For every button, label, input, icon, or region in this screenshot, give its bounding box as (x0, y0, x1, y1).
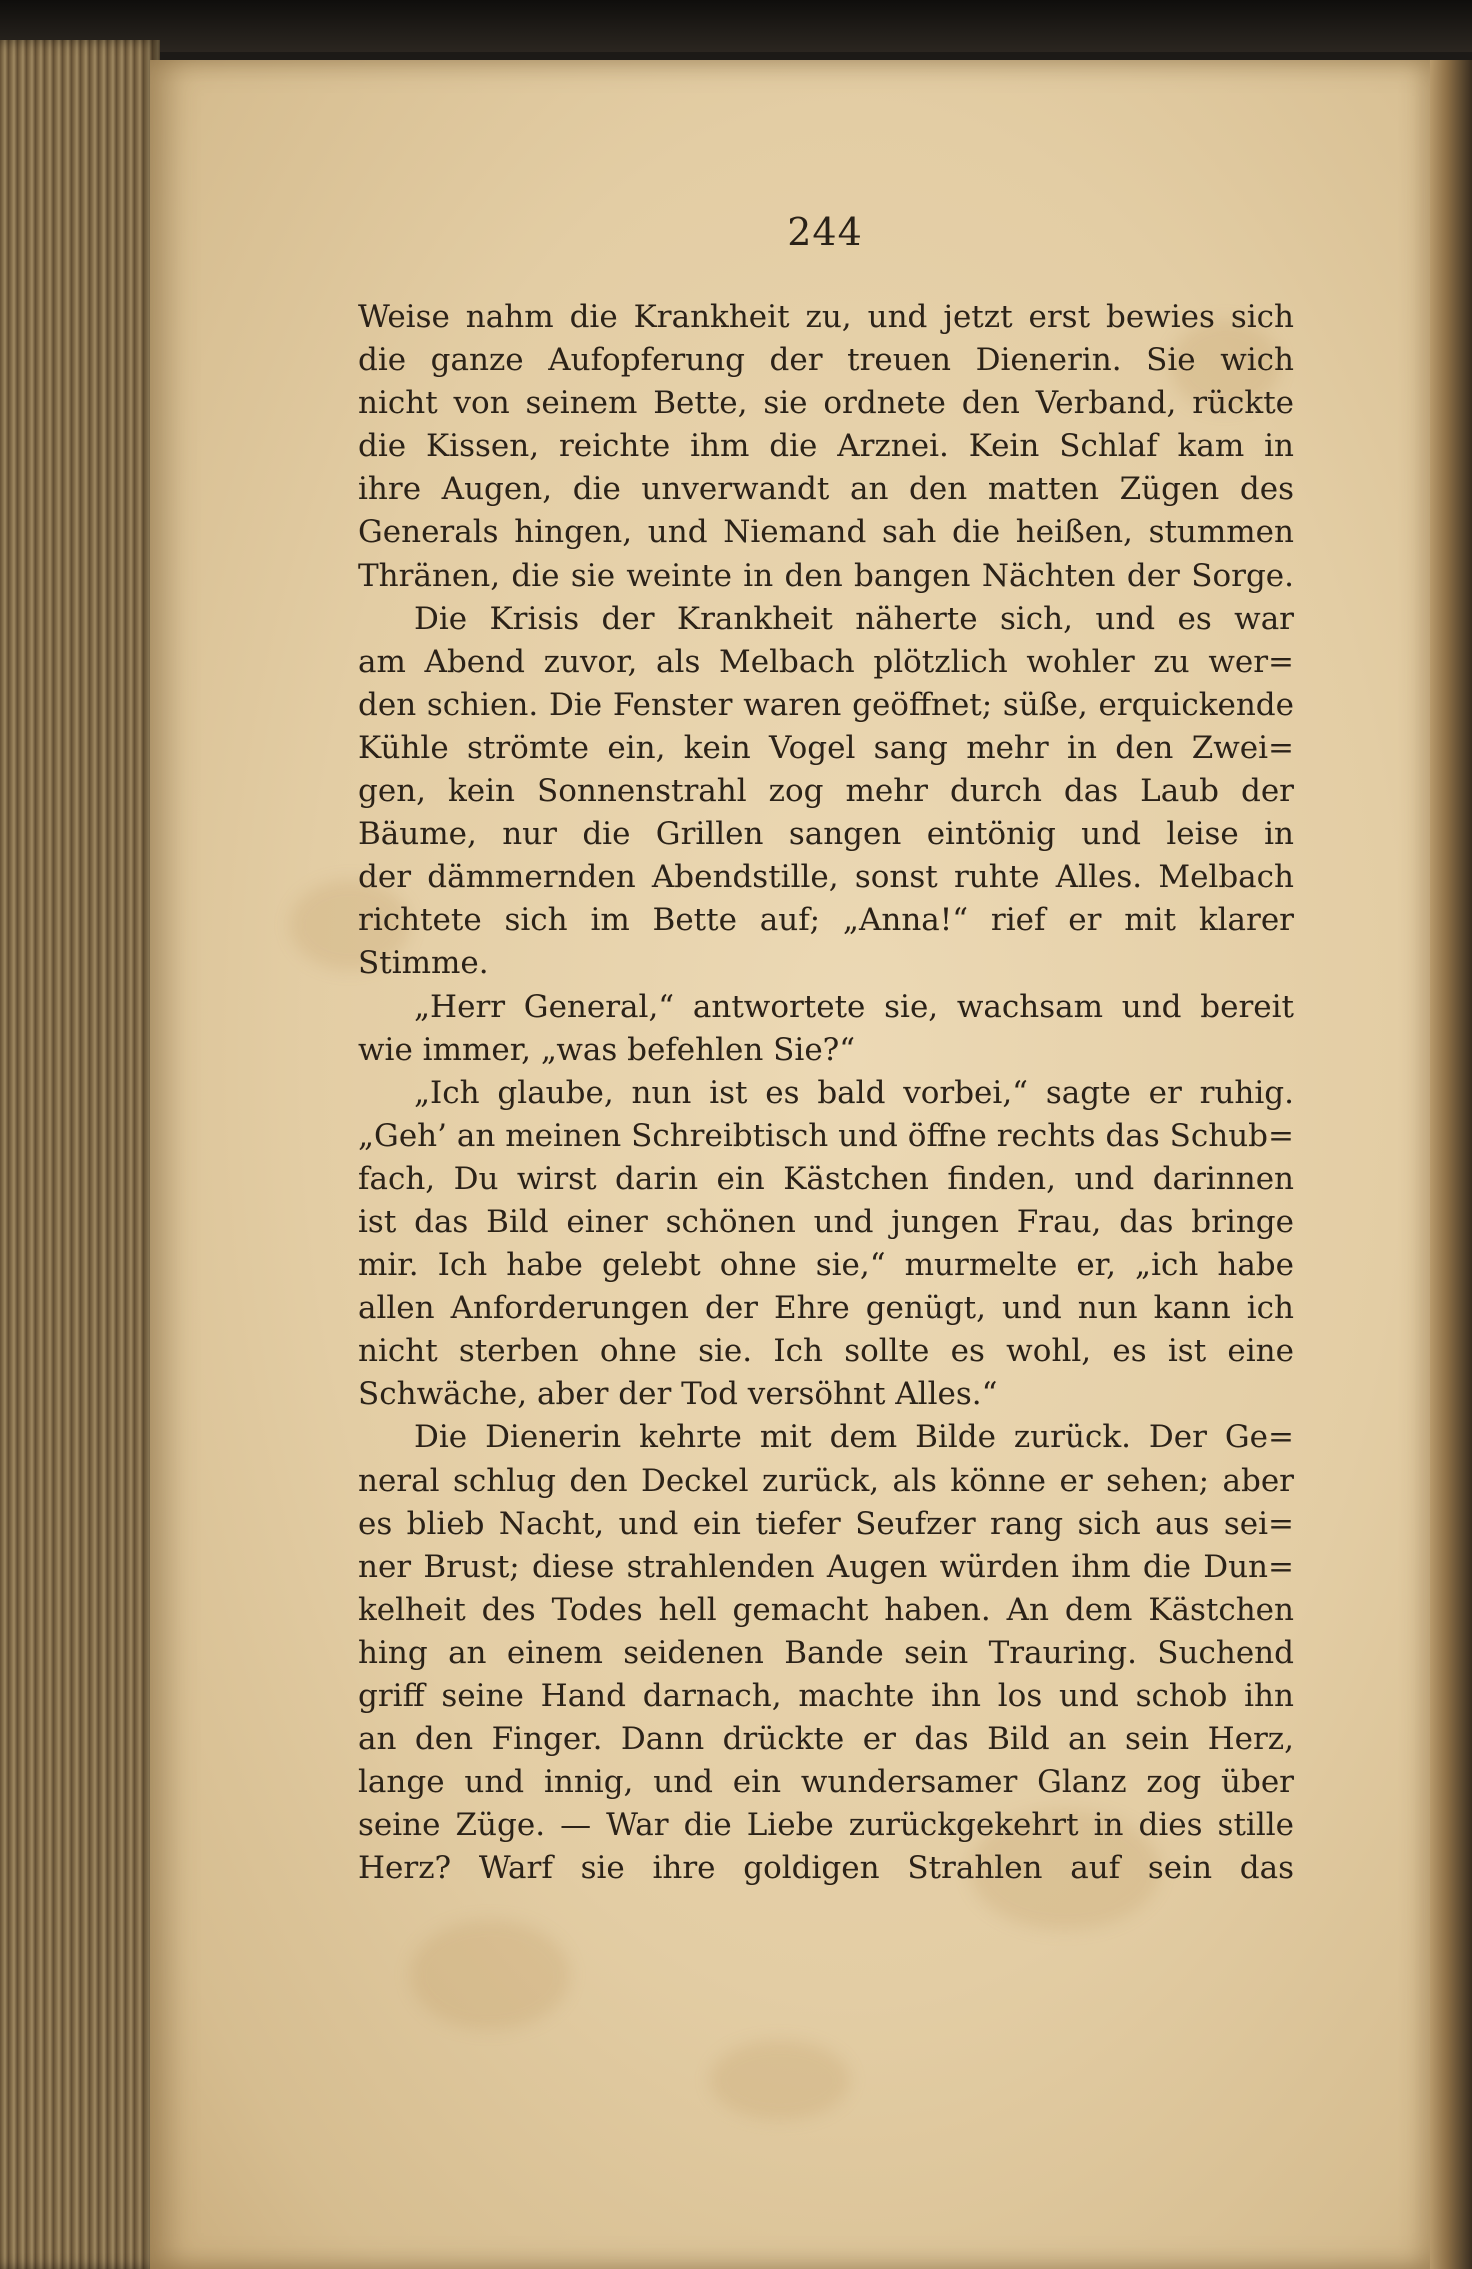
text-line: nicht sterben ohne sie. Ich sollte es wohl, es ist eine (358, 1333, 1294, 1370)
page-block-left (0, 40, 160, 2269)
text-line: Die Dienerin kehrte mit dem Bilde zurück. Der Ge= (414, 1419, 1294, 1456)
text-line: seine Züge. — War die Liebe zurückgekehrt in dies stille (358, 1807, 1294, 1844)
text-line: mir. Ich habe gelebt ohne sie,“ murmelte er, „ich habe (358, 1247, 1294, 1284)
text-line: nicht von seinem Bette, sie ordnete den Verband, rückte (358, 385, 1294, 422)
text-line: lange und innig, und ein wundersamer Glanz zog über (358, 1764, 1294, 1801)
text-line: hing an einem seidenen Bande sein Trauring. Suchend (358, 1634, 1294, 1671)
text-line: Generals hingen, und Niemand sah die heißen, stummen (358, 514, 1294, 551)
text-line: Kühle strömte ein, kein Vogel sang mehr in den Zwei= (358, 729, 1294, 766)
text-line: „Herr General,“ antwortete sie, wachsam und bereit (414, 988, 1294, 1025)
text-line: neral schlug den Deckel zurück, als könne er sehen; aber (358, 1462, 1294, 1499)
text-line: Weise nahm die Krankheit zu, und jetzt erst bewies sich (358, 299, 1294, 335)
paper-stain (410, 1920, 570, 2030)
text-line: gen, kein Sonnenstrahl zog mehr durch das Laub der (358, 773, 1294, 810)
text-line: an den Finger. Dann drückte er das Bild an sein Herz, (358, 1721, 1294, 1758)
page-block-right (1430, 60, 1472, 2269)
text-line: allen Anforderungen der Ehre genügt, und nun kann ich (358, 1290, 1294, 1327)
text-line: ihre Augen, die unverwandt an den matten Zügen des (358, 471, 1294, 508)
text-line: „Geh’ an meinen Schreibtisch und öffne rechts das Schub= (358, 1117, 1294, 1154)
text-line: kelheit des Todes hell gemacht haben. An dem Kästchen (358, 1591, 1294, 1628)
text-line: Thränen, die sie weinte in den bangen Nächten der Sorge. (358, 557, 1294, 594)
text-line: den schien. Die Fenster waren geöffnet; süße, erquickende (358, 686, 1294, 723)
text-line: ist das Bild einer schönen und jungen Frau, das bringe (358, 1203, 1294, 1240)
text-line: der dämmernden Abendstille, sonst ruhte Alles. Melbach (358, 859, 1294, 896)
page-number: 244 (787, 210, 863, 254)
text-line: es blieb Nacht, und ein tiefer Seufzer rang sich aus sei= (358, 1505, 1294, 1542)
text-line: Schwäche, aber der Tod versöhnt Alles.“ (358, 1376, 998, 1413)
text-line: am Abend zuvor, als Melbach plötzlich wohler zu wer= (358, 643, 1294, 680)
text-line: ner Brust; diese strahlenden Augen würden ihm die Dun= (358, 1548, 1294, 1585)
text-line: „Ich glaube, nun ist es bald vorbei,“ sagte er ruhig. (414, 1074, 1294, 1111)
text-line: richtete sich im Bette auf; „Anna!“ rief er mit klarer (358, 902, 1294, 939)
text-line: fach, Du wirst darin ein Kästchen finden, und darinnen (358, 1160, 1294, 1197)
paper-stain (710, 2040, 850, 2120)
book-top-edge (0, 0, 1472, 52)
body-text (358, 296, 1294, 1890)
text-line: griff seine Hand darnach, machte ihn los und schob ihn (358, 1678, 1294, 1714)
text-line: die Kissen, reichte ihm die Arznei. Kein Schlaf kam in (358, 428, 1294, 465)
text-line: Die Krisis der Krankheit näherte sich, und es war (414, 600, 1294, 637)
text-line: Herz? Warf sie ihre goldigen Strahlen auf sein das (358, 1850, 1294, 1887)
text-line: wie immer, „was befehlen Sie?“ (358, 1031, 856, 1068)
text-line: Bäume, nur die Grillen sangen eintönig und leise in (358, 816, 1294, 853)
text-line: die ganze Aufopferung der treuen Dienerin. Sie wich (358, 342, 1294, 379)
text-line: Stimme. (358, 945, 489, 982)
